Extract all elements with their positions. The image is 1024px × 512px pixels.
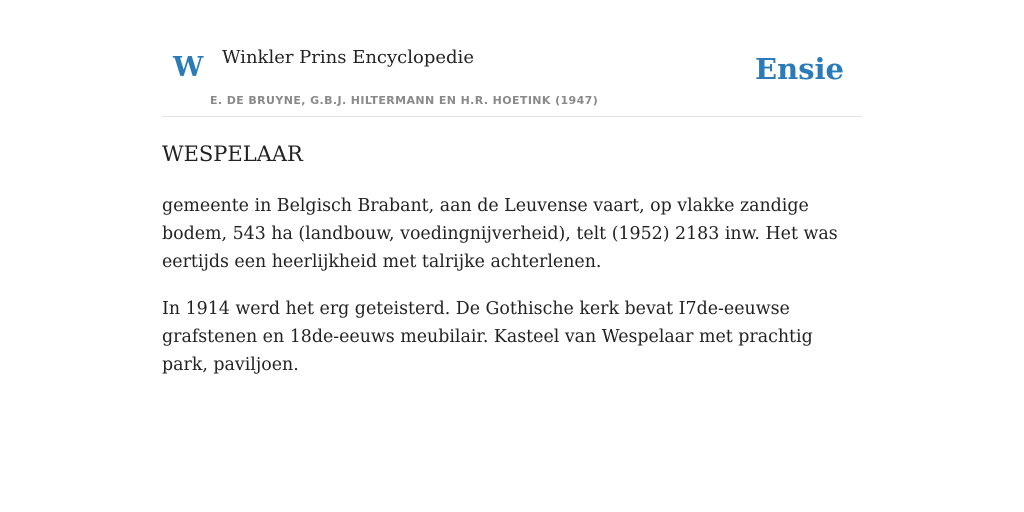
encyclopedia-title[interactable]: Winkler Prins Encyclopedie (222, 47, 474, 68)
page-container (162, 0, 862, 375)
encyclopedia-logo[interactable]: W (173, 52, 204, 83)
encyclopedia-header (162, 0, 862, 117)
article-body (162, 192, 862, 398)
article-paragraph: gemeente in Belgisch Brabant, aan de Leuvense vaart, op vlakke zandige bodem, 543 ha (landbouw, voedingnijverheid), telt (1952) 2183 inw. Het was eertijds een heerlijkheid met talrijke achterlenen. (162, 196, 838, 272)
article-title: WESPELAAR (162, 142, 303, 166)
encyclopedia-authors: E. DE BRUYNE, G.B.J. HILTERMANN EN H.R. HOETINK (1947) (210, 94, 599, 107)
brand-logo-link[interactable]: Ensie (755, 52, 844, 86)
article-paragraph: In 1914 werd het erg geteisterd. De Gothische kerk bevat I7de-eeuwse grafstenen en 18de-eeuws meubilair. Kasteel van Wespelaar met prachtig park, paviljoen. (162, 299, 813, 375)
